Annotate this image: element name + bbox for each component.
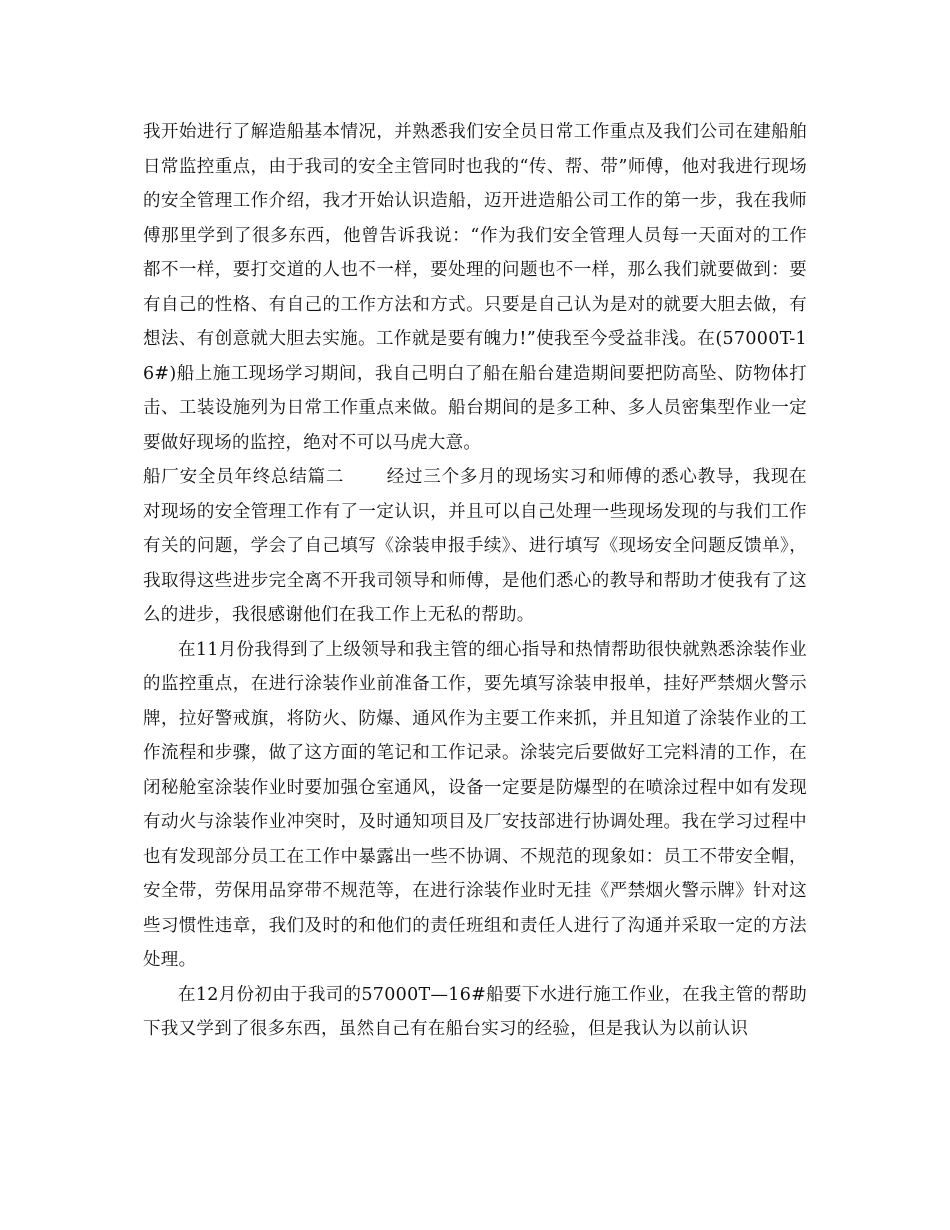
paragraph-2-text: 经过三个多月的现场实习和师傅的悉心教导，我现在对现场的安全管理工作有了一定认识，并且可以自己处理一些现场发现的与我们工作有关的问题，学会了自己填写《涂装申报手续》、进行填写《现场安全问题反馈单》，我取得这些进步完全离不开我司领导和师傅，是他们悉心的教导和帮助才使我有了这么的进步，我很感谢他们在我工作上无私的帮助。: [143, 467, 807, 625]
paragraph-3-text: 在11月份我得到了上级领导和我主管的细心指导和热情帮助很快就熟悉涂装作业的监控重点，在进行涂装作业前准备工作，要先填写涂装申报单，挂好严禁烟火警示牌，拉好警戒旗，将防火、防爆、通风作为主要工作来抓，并且知道了涂装作业的工作流程和步骤，做了这方面的笔记和工作记录。涂装完后要做好工完料清的工作，在闭秘舱室涂装作业时要加强仓室通风，设备一定要是防爆型的在喷涂过程中如有发现有动火与涂装作业冲突时，及时通知项目及厂安技部进行协调处理。我在学习过程中也有发现部分员工在工作中暴露出一些不协调、不规范的现象如：员工不带安全帽，安全带，劳保用品穿带不规范等，在进行涂装作业时无挂《严禁烟火警示牌》针对这些习惯性违章，我们及时的和他们的责任班组和责任人进行了沟通并采取一定的方法处理。: [143, 639, 807, 970]
paragraph-2: [143, 460, 807, 633]
section-heading: 船厂安全员年终总结篇二: [143, 467, 345, 487]
paragraph-1-text: 我开始进行了解造船基本情况，并熟悉我们安全员日常工作重点及我们公司在建船舶日常监控重点，由于我司的安全主管同时也我的“传、帮、带”师傅，他对我进行现场的安全管理工作介绍，我才开始认识造船，迈开进造船公司工作的第一步，我在我师傅那里学到了很多东西，他曾告诉我说：“作为我们安全管理人员每一天面对的工作都不一样，要打交道的人也不一样，要处理的问题也不一样，那么我们就要做到：要有自己的性格、有自己的工作方法和方式。只要是自己认为是对的就要大胆去做，有想法、有创意就大胆去实施。工作就是要有魄力!”使我至今受益非浅。在(57000T-16#)船上施工现场学习期间，我自己明白了船在船台建造期间要把防高坠、防物体打击、工装设施列为日常工作重点来做。船台期间的是多工种、多人员密集型作业一定要做好现场的监控，绝对不可以马虎大意。: [143, 122, 807, 453]
paragraph-4: [143, 978, 807, 1047]
paragraph-3: [143, 633, 807, 978]
document-body: [143, 115, 807, 1047]
paragraph-1: [143, 115, 807, 460]
paragraph-4-text: 在12月份初由于我司的57000T—16#船要下水进行施工作业，在我主管的帮助下我又学到了很多东西，虽然自己有在船台实习的经验，但是我认为以前认识: [143, 984, 807, 1039]
